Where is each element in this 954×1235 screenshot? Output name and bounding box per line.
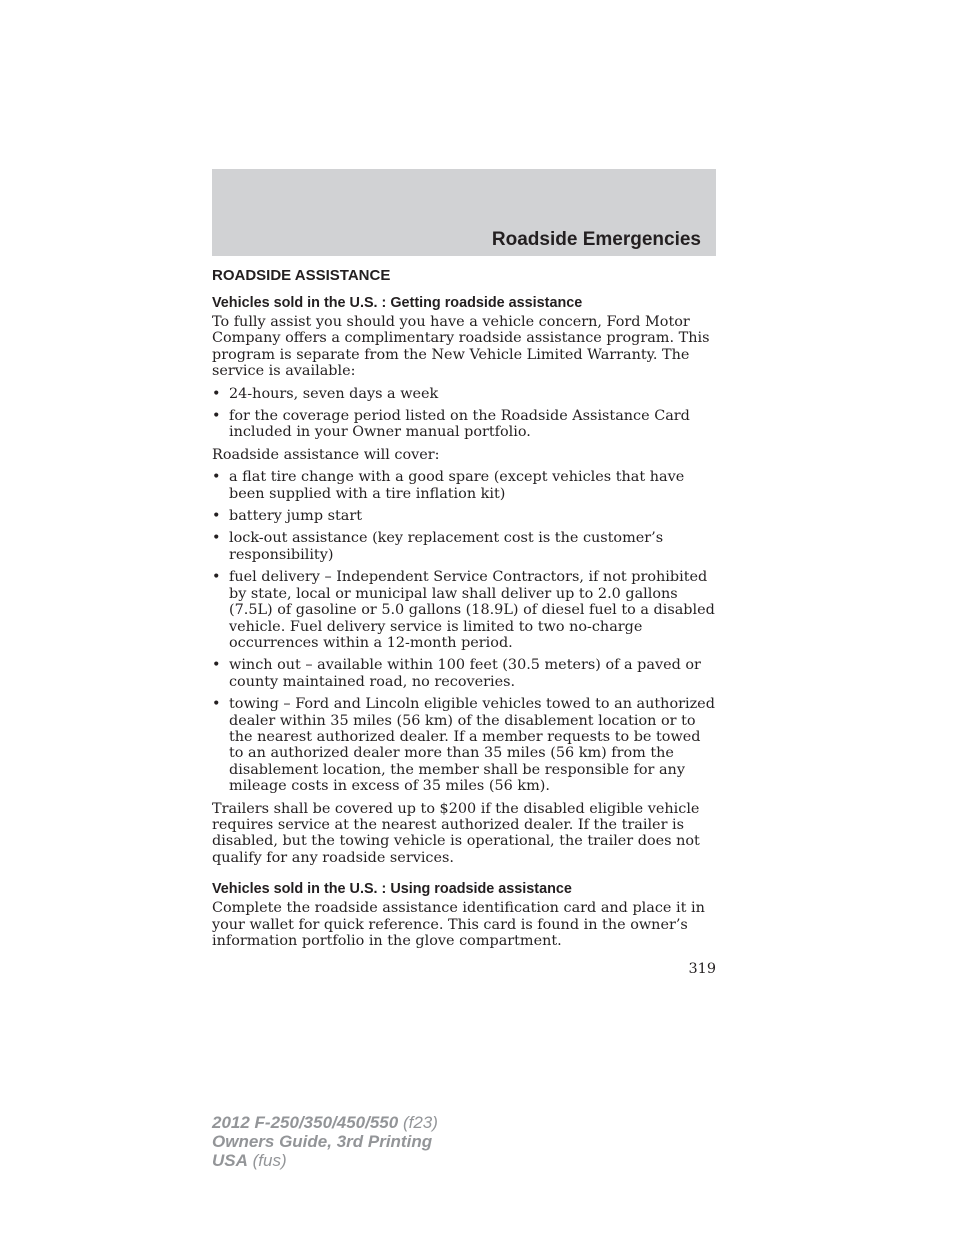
list-item: • lock-out assistance (key replacement cost is the customer’s responsibility) — [212, 530, 664, 563]
availability-list — [212, 386, 718, 441]
bullet-icon: • — [212, 657, 221, 674]
bullet-icon: • — [212, 696, 221, 713]
section-title: ROADSIDE ASSISTANCE — [212, 267, 391, 284]
bullet-icon: • — [212, 385, 221, 402]
footer-publication-info — [212, 1113, 438, 1170]
section-header-band — [212, 169, 716, 256]
footer-line-model: 2012 F-250/350/450/550 (f23) — [212, 1113, 438, 1132]
page-number: 319 — [688, 961, 716, 977]
list-item: • for the coverage period listed on the Roadside Assistance Card included in your Owner manual portfolio. — [212, 408, 690, 441]
intro-paragraph: To fully assist you should you have a vehicle concern, Ford Motor Company offers a complimentary roadside assistance program. This program is separate from the New Vehicle Limited Warranty. The service is available: — [212, 314, 710, 380]
list-item: • 24-hours, seven days a week — [212, 385, 439, 402]
trailers-paragraph: Trailers shall be covered up to $200 if the disabled eligible vehicle requires service at the nearest authorized dealer. If the trailer is disabled, but the towing vehicle is operational, the trailer does not qualify for any roadside services. — [212, 800, 700, 866]
subheading-getting-assistance: Vehicles sold in the U.S. : Getting roadside assistance — [212, 295, 583, 311]
page-content — [212, 266, 718, 955]
bullet-icon: • — [212, 469, 221, 486]
list-item: • fuel delivery – Independent Service Contractors, if not prohibited by state, local or municipal law shall deliver up to 2.0 gallons (7.5L) of gasoline or 5.0 gallons (18.9L) of diesel fuel to a disabled vehicle. Fuel delivery service is limited to two no-charge occurrences within a 12-month period. — [212, 569, 715, 651]
list-item: • towing – Ford and Lincoln eligible vehicles towed to an authorized dealer within 35 miles (56 km) of the disablement location or to the nearest authorized dealer. If a member requests to be towed to an authorized dealer more than 35 miles (56 km) from the disablement location, the member shall be responsible for any mileage costs in excess of 35 miles (56 km). — [212, 696, 715, 795]
bullet-icon: • — [212, 530, 221, 547]
footer-line-edition: Owners Guide, 3rd Printing — [212, 1132, 433, 1151]
list-item: • a flat tire change with a good spare (except vehicles that have been supplied with a tire inflation kit) — [212, 469, 685, 502]
list-item: • winch out – available within 100 feet (30.5 meters) of a paved or county maintained road, no recoveries. — [212, 657, 701, 690]
section-header-title: Roadside Emergencies — [491, 229, 701, 250]
bullet-icon: • — [212, 569, 221, 586]
coverage-list — [212, 469, 718, 794]
bullet-icon: • — [212, 508, 221, 525]
subheading-using-assistance: Vehicles sold in the U.S. : Using roadside assistance — [212, 881, 572, 898]
list-item: • battery jump start — [212, 508, 363, 525]
coverage-intro: Roadside assistance will cover: — [212, 446, 440, 463]
footer-line-market: USA (fus) — [212, 1151, 287, 1170]
using-paragraph: Complete the roadside assistance identification card and place it in your wallet for quick reference. This card is found in the owner’s information portfolio in the glove compartment. — [212, 900, 705, 949]
bullet-icon: • — [212, 408, 221, 425]
